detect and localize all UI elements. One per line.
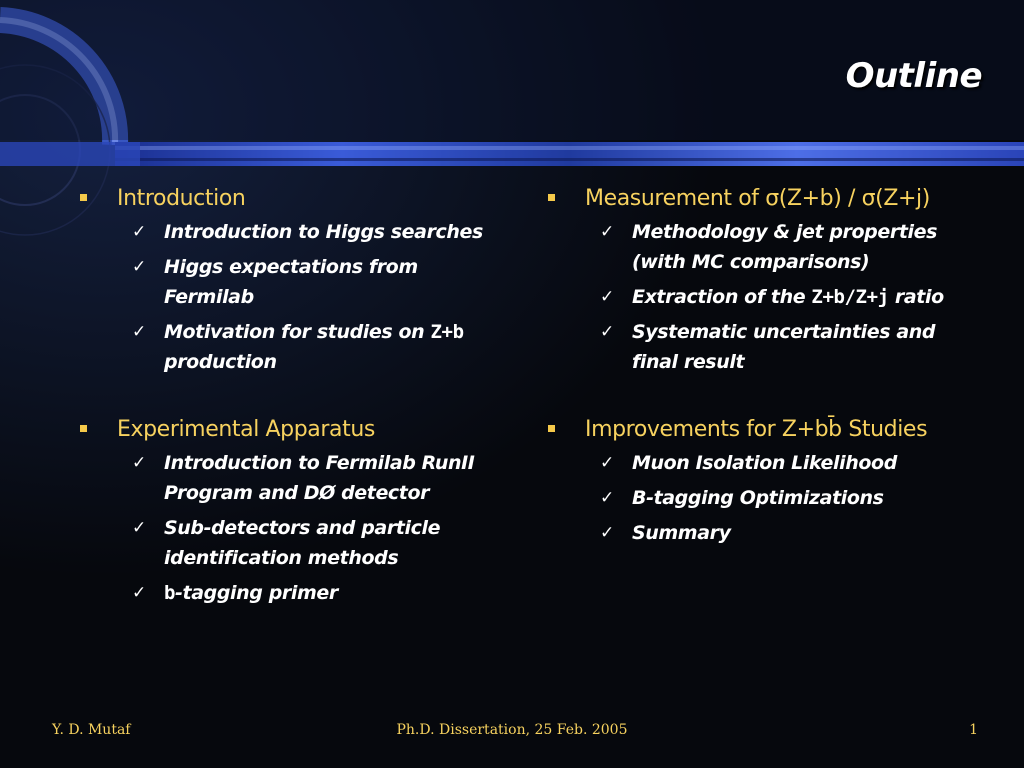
checkmark-icon: ✓ <box>600 523 615 543</box>
section-heading <box>548 186 988 211</box>
footer-event: Ph.D. Dissertation, 25 Feb. 2005 <box>396 722 628 738</box>
section-experimental-apparatus <box>80 417 520 608</box>
sub-item-label: Extraction of the <box>632 286 812 308</box>
sub-item-text <box>632 448 972 478</box>
sub-item-label: Introduction to Higgs searches <box>164 221 483 243</box>
sub-item <box>600 217 988 277</box>
code-term: Z+b <box>430 321 464 343</box>
checkmark-icon: ✓ <box>600 287 615 307</box>
heading-text: Measurement of σ(Z+b) / σ(Z+j) <box>585 186 930 211</box>
sub-item <box>132 317 520 377</box>
sub-item-list <box>80 217 520 377</box>
sub-item-list <box>80 448 520 608</box>
code-term: Z+b/Z+j <box>811 286 889 308</box>
sub-item-label: Higgs expectations from Fermilab <box>164 256 418 308</box>
sub-item-text <box>164 217 504 247</box>
sub-item-label: Summary <box>632 522 731 544</box>
sub-item-text <box>164 578 504 608</box>
sub-item <box>132 448 520 508</box>
square-bullet-icon <box>548 425 555 432</box>
sub-item-text <box>164 252 504 312</box>
checkmark-icon: ✓ <box>132 257 147 277</box>
checkmark-icon: ✓ <box>132 222 147 242</box>
sub-item <box>600 317 988 377</box>
sub-item-suffix: -tagging primer <box>175 582 338 604</box>
sub-item-text <box>164 513 504 573</box>
sub-item <box>600 448 988 478</box>
sub-item-text <box>164 448 504 508</box>
sub-item-label: Motivation for studies on <box>164 321 431 343</box>
sub-item-text <box>632 282 972 312</box>
square-bullet-icon <box>548 194 555 201</box>
sub-item-label: Introduction to Fermilab RunII Program and DØ detector <box>164 452 475 504</box>
sub-item <box>132 513 520 573</box>
code-term: b <box>164 582 176 604</box>
sub-item-label: Sub-detectors and particle identification methods <box>164 517 441 569</box>
checkmark-icon: ✓ <box>132 453 147 473</box>
sub-item <box>600 282 988 312</box>
sub-item-text <box>632 518 972 548</box>
checkmark-icon: ✓ <box>600 453 615 473</box>
sub-item <box>132 217 520 247</box>
section-introduction <box>80 186 520 377</box>
sub-item-label: B-tagging Optimizations <box>632 487 884 509</box>
checkmark-icon: ✓ <box>600 488 615 508</box>
square-bullet-icon <box>80 425 87 432</box>
heading-text: Introduction <box>117 186 246 211</box>
checkmark-icon: ✓ <box>600 322 615 342</box>
footer-page-number: 1 <box>969 722 978 738</box>
checkmark-icon: ✓ <box>132 583 147 603</box>
checkmark-icon: ✓ <box>600 222 615 242</box>
sub-item-label: Methodology & jet properties (with MC comparisons) <box>632 221 938 273</box>
sub-item-list <box>548 448 988 548</box>
sub-item <box>600 483 988 513</box>
right-column <box>548 186 988 588</box>
section-measurement <box>548 186 988 377</box>
sub-item <box>600 518 988 548</box>
sub-item-text <box>164 317 504 377</box>
section-heading <box>80 417 520 442</box>
section-improvements <box>548 417 988 548</box>
left-column <box>80 186 520 648</box>
heading-text: Experimental Apparatus <box>117 417 375 442</box>
sub-item <box>132 252 520 312</box>
sub-item-suffix: ratio <box>888 286 944 308</box>
heading-text: Improvements for Z+bb̄ Studies <box>585 417 928 442</box>
sub-item-label: Muon Isolation Likelihood <box>632 452 897 474</box>
section-heading <box>80 186 520 211</box>
sub-item-list <box>548 217 988 377</box>
square-bullet-icon <box>80 194 87 201</box>
sub-item-label: Systematic uncertainties and final result <box>632 321 936 373</box>
sub-item-text <box>632 317 972 377</box>
sub-item-text <box>632 217 972 277</box>
sub-item <box>132 578 520 608</box>
checkmark-icon: ✓ <box>132 518 147 538</box>
section-heading <box>548 417 988 442</box>
footer-author: Y. D. Mutaf <box>52 722 131 738</box>
checkmark-icon: ✓ <box>132 322 147 342</box>
sub-item-suffix: production <box>164 351 277 373</box>
slide-title: Outline <box>845 56 982 96</box>
sub-item-text <box>632 483 972 513</box>
